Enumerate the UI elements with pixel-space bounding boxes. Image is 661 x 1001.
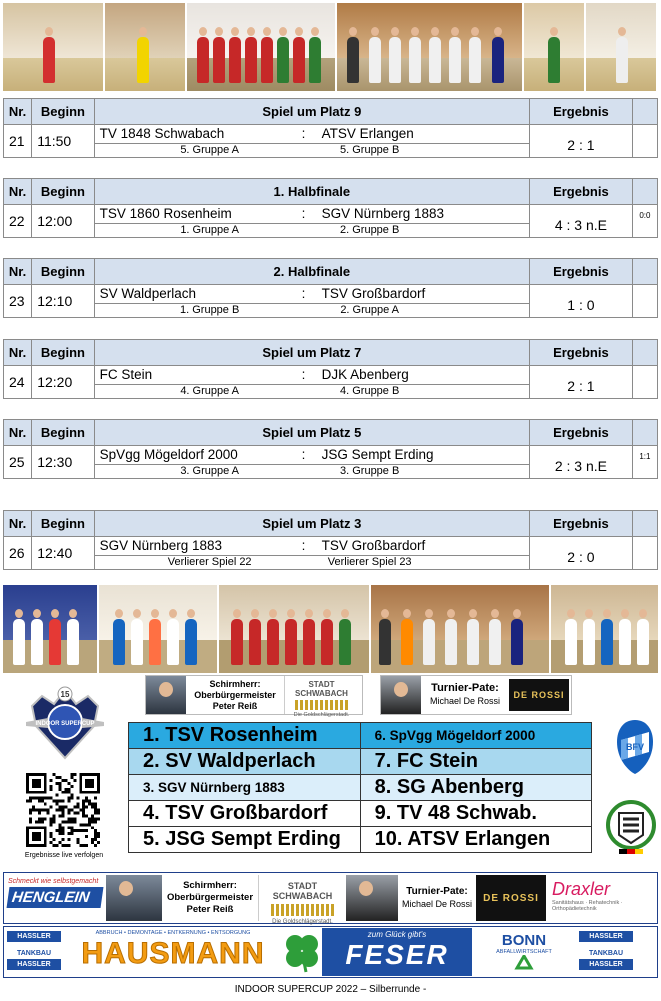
team-separator: : bbox=[301, 126, 306, 141]
mayor-portrait-2 bbox=[106, 875, 162, 921]
ranking-place: 1. TSV Rosenheim bbox=[129, 723, 361, 749]
team-separator: : bbox=[301, 367, 306, 382]
match-sources bbox=[94, 465, 529, 479]
round-title: Spiel um Platz 7 bbox=[94, 340, 529, 366]
team-home: TSV 1860 Rosenheim bbox=[99, 206, 232, 221]
source-away: 3. Gruppe B bbox=[340, 465, 400, 477]
match-result: 2 : 1 bbox=[530, 366, 633, 399]
match-time: 12:20 bbox=[32, 366, 94, 399]
mayor-name: Peter Reiß bbox=[212, 700, 258, 711]
match-result: 2 : 3 n.E bbox=[530, 446, 633, 479]
ranking-row bbox=[129, 801, 592, 827]
col-nr: Nr. bbox=[4, 99, 32, 125]
col-nr: Nr. bbox=[4, 259, 32, 285]
match-sources bbox=[94, 144, 529, 158]
photo-team-red-2 bbox=[219, 585, 369, 673]
ranking-place: 10. ATSV Erlangen bbox=[360, 827, 591, 853]
regular-time-score: 1:1 bbox=[632, 446, 657, 479]
ranking-place: 3. SGV Nürnberg 1883 bbox=[129, 775, 361, 801]
top-photo-strip bbox=[3, 3, 658, 91]
patron-mayor bbox=[145, 675, 363, 718]
match-sources bbox=[94, 385, 529, 399]
match-result: 2 : 1 bbox=[530, 125, 633, 158]
hassler-logo-left bbox=[4, 928, 64, 976]
henglein-logo bbox=[4, 874, 106, 922]
match-number: 25 bbox=[4, 446, 32, 479]
col-beginn: Beginn bbox=[32, 340, 94, 366]
team-away: TSV Großbardorf bbox=[321, 286, 426, 301]
team-away: SGV Nürnberg 1883 bbox=[321, 206, 444, 221]
match-teams bbox=[94, 366, 529, 385]
photo-player-white bbox=[586, 3, 656, 91]
crest-number: 15 bbox=[60, 690, 70, 699]
source-home: 1. Gruppe A bbox=[180, 224, 240, 236]
source-away: 5. Gruppe B bbox=[340, 144, 400, 156]
match-teams bbox=[94, 537, 529, 556]
mayor-portrait bbox=[146, 676, 186, 714]
match-number: 23 bbox=[4, 285, 32, 318]
ranking-place: 2. SV Waldperlach bbox=[129, 749, 361, 775]
source-home: Verlierer Spiel 22 bbox=[167, 556, 252, 568]
match-teams bbox=[94, 205, 529, 224]
draxler-sub: Sanitätshaus · Rehatechnik · Orthopädietechnik bbox=[552, 900, 623, 912]
team-separator: : bbox=[301, 286, 306, 301]
draxler-name: Draxler bbox=[552, 879, 611, 899]
source-away: 2. Gruppe B bbox=[340, 224, 400, 236]
source-away: 4. Gruppe B bbox=[340, 385, 400, 397]
recycle-icon bbox=[511, 955, 537, 971]
source-home: 4. Gruppe A bbox=[180, 385, 240, 397]
match-result: 4 : 3 n.E bbox=[530, 205, 633, 238]
hassler-name-left-2: HASSLER bbox=[7, 959, 61, 970]
bonn-name: BONN bbox=[501, 932, 547, 949]
mayor-title: Schirmherr: bbox=[209, 678, 261, 689]
match-time: 12:10 bbox=[32, 285, 94, 318]
bfv-logo-icon bbox=[615, 718, 655, 776]
hassler-name-left: HASSLER bbox=[7, 931, 61, 942]
photo-player-red bbox=[3, 3, 103, 91]
col-nr: Nr. bbox=[4, 340, 32, 366]
ranking-row bbox=[129, 723, 592, 749]
photo-goalkeeper bbox=[524, 3, 584, 91]
sponsor-band-bottom bbox=[3, 926, 658, 978]
col-beginn: Beginn bbox=[32, 179, 94, 205]
qr-caption: Ergebnisse live verfolgen bbox=[24, 852, 104, 859]
team-home: TV 1848 Schwabach bbox=[99, 126, 225, 141]
sponsor-title: Turnier-Pate: bbox=[431, 682, 499, 694]
team-photo-strip bbox=[3, 585, 658, 673]
patron-sponsor bbox=[380, 675, 572, 715]
photo-trophy bbox=[551, 585, 658, 673]
footer-title: INDOOR SUPERCUP 2022 – Silberrunde - bbox=[234, 984, 427, 995]
svg-text:BFV: BFV bbox=[626, 742, 644, 752]
clover-icon bbox=[282, 930, 322, 974]
round-title: 2. Halbfinale bbox=[94, 259, 529, 285]
ranking-place: 6. SpVgg Mögeldorf 2000 bbox=[360, 723, 591, 749]
regular-time-score bbox=[632, 285, 657, 318]
col-ergebnis: Ergebnis bbox=[530, 340, 633, 366]
de-rossi-logo-2: DE ROSSI bbox=[476, 875, 546, 921]
round-title: Spiel um Platz 9 bbox=[94, 99, 529, 125]
city-logo-icon-2 bbox=[271, 904, 334, 916]
round-title: Spiel um Platz 5 bbox=[94, 420, 529, 446]
col-ergebnis: Ergebnis bbox=[530, 420, 633, 446]
ranking-place: 7. FC Stein bbox=[360, 749, 591, 775]
match-table bbox=[3, 178, 658, 238]
regular-time-score bbox=[632, 125, 657, 158]
mayor-title-2: Schirmherr: bbox=[183, 880, 237, 891]
feser-logo bbox=[322, 928, 472, 976]
hausmann-logo bbox=[64, 928, 282, 976]
mayor-role-2: Oberbürgermeister bbox=[166, 892, 254, 903]
photo-team-blue bbox=[3, 585, 97, 673]
hausmann-name: HAUSMANN bbox=[81, 937, 265, 970]
team-away: TSV Großbardorf bbox=[321, 538, 426, 553]
round-title: 1. Halbfinale bbox=[94, 179, 529, 205]
hausmann-tagline: ABBRUCH • DEMONTAGE • ENTKERNUNG • ENTSORGUNG bbox=[95, 930, 251, 936]
match-number: 24 bbox=[4, 366, 32, 399]
qr-code-icon[interactable] bbox=[26, 773, 100, 847]
henglein-name: HENGLEIN bbox=[7, 887, 104, 908]
ranking-row bbox=[129, 749, 592, 775]
match-table bbox=[3, 258, 658, 318]
team-separator: : bbox=[301, 206, 306, 221]
match-teams bbox=[94, 446, 529, 465]
team-separator: : bbox=[301, 538, 306, 553]
final-ranking bbox=[128, 722, 592, 853]
draxler-logo bbox=[546, 875, 654, 921]
photo-team-celebration bbox=[99, 585, 217, 673]
match-time: 11:50 bbox=[32, 125, 94, 158]
col-ergebnis: Ergebnis bbox=[530, 259, 633, 285]
match-number: 26 bbox=[4, 537, 32, 570]
regular-time-score: 0:0 bbox=[632, 205, 657, 238]
match-table bbox=[3, 339, 658, 399]
ranking-place: 8. SG Abenberg bbox=[360, 775, 591, 801]
source-home: 3. Gruppe A bbox=[180, 465, 240, 477]
city-name: STADT SCHWABACH bbox=[295, 680, 348, 698]
col-beginn: Beginn bbox=[32, 259, 94, 285]
photo-team-white-2 bbox=[371, 585, 549, 673]
ranking-row bbox=[129, 775, 592, 801]
match-sources bbox=[94, 304, 529, 318]
match-number: 22 bbox=[4, 205, 32, 238]
col-nr: Nr. bbox=[4, 420, 32, 446]
source-away: Verlierer Spiel 23 bbox=[327, 556, 412, 568]
tankbau-right: TANKBAU bbox=[588, 950, 624, 957]
ranking-place: 9. TV 48 Schwab. bbox=[360, 801, 591, 827]
sponsor-name: Michael De Rossi bbox=[429, 696, 501, 706]
city-slogan-2: Die Goldschlägerstadt. bbox=[272, 919, 333, 925]
photo-team-red bbox=[187, 3, 335, 91]
de-rossi-logo: DE ROSSI bbox=[509, 679, 569, 711]
match-sources bbox=[94, 556, 529, 570]
feser-name: FESER bbox=[345, 939, 449, 970]
match-teams bbox=[94, 125, 529, 144]
col-beginn: Beginn bbox=[32, 420, 94, 446]
ranking-place: 5. JSG Sempt Erding bbox=[129, 827, 361, 853]
city-slogan: Die Goldschlägerstadt. bbox=[293, 712, 350, 718]
match-sources bbox=[94, 224, 529, 238]
hassler-name-right-2: HASSLER bbox=[579, 959, 633, 970]
match-time: 12:00 bbox=[32, 205, 94, 238]
source-home: 1. Gruppe B bbox=[180, 304, 240, 316]
ranking-row bbox=[129, 827, 592, 853]
match-teams bbox=[94, 285, 529, 304]
mayor-name-2: Peter Reiß bbox=[186, 904, 234, 915]
col-ergebnis: Ergebnis bbox=[530, 511, 633, 537]
col-nr: Nr. bbox=[4, 179, 32, 205]
crest-text: INDOOR SUPERCUP bbox=[35, 721, 95, 727]
col-beginn: Beginn bbox=[32, 511, 94, 537]
hassler-name-right: HASSLER bbox=[579, 931, 633, 942]
henglein-tagline: Schmeckt wie selbstgemacht bbox=[8, 878, 99, 885]
bonn-logo bbox=[472, 928, 576, 976]
source-away: 2. Gruppe A bbox=[340, 304, 400, 316]
tankbau-left: TANKBAU bbox=[16, 950, 52, 957]
match-result: 1 : 0 bbox=[530, 285, 633, 318]
match-time: 12:40 bbox=[32, 537, 94, 570]
regular-time-score bbox=[632, 366, 657, 399]
sponsor-title-2: Turnier-Pate: bbox=[406, 886, 468, 897]
team-away: DJK Abenberg bbox=[321, 367, 409, 382]
match-number: 21 bbox=[4, 125, 32, 158]
team-home: SpVgg Mögeldorf 2000 bbox=[99, 447, 238, 462]
match-result: 2 : 0 bbox=[530, 537, 633, 570]
col-nr: Nr. bbox=[4, 511, 32, 537]
team-away: ATSV Erlangen bbox=[321, 126, 414, 141]
dfb-logo-icon bbox=[605, 799, 657, 855]
source-home: 5. Gruppe A bbox=[180, 144, 240, 156]
regular-time-score bbox=[632, 537, 657, 570]
feser-tagline: zum Glück gibt's bbox=[367, 930, 427, 939]
indoor-supercup-crest-icon bbox=[24, 682, 106, 764]
mayor-role: Oberbürgermeister bbox=[194, 689, 276, 700]
match-time: 12:30 bbox=[32, 446, 94, 479]
sponsor-band-top bbox=[3, 872, 658, 924]
ranking-place: 4. TSV Großbardorf bbox=[129, 801, 361, 827]
team-away: JSG Sempt Erding bbox=[321, 447, 434, 462]
photo-player-yellow bbox=[105, 3, 185, 91]
sponsor-portrait-2 bbox=[346, 875, 398, 921]
city-name-2: STADT SCHWABACH bbox=[272, 881, 333, 901]
team-home: FC Stein bbox=[99, 367, 153, 382]
sponsor-portrait bbox=[381, 676, 421, 714]
team-separator: : bbox=[301, 447, 306, 462]
sponsor-name-2: Michael De Rossi bbox=[401, 899, 473, 909]
round-title: Spiel um Platz 3 bbox=[94, 511, 529, 537]
bonn-sub: ABFALLWIRTSCHAFT bbox=[496, 949, 552, 955]
hassler-logo-right bbox=[576, 928, 636, 976]
match-table bbox=[3, 419, 658, 479]
match-table bbox=[3, 98, 658, 158]
col-ergebnis: Ergebnis bbox=[530, 99, 633, 125]
city-logo-icon bbox=[295, 700, 348, 710]
match-table bbox=[3, 510, 658, 570]
col-beginn: Beginn bbox=[32, 99, 94, 125]
team-home: SV Waldperlach bbox=[99, 286, 196, 301]
photo-team-white bbox=[337, 3, 522, 91]
col-ergebnis: Ergebnis bbox=[530, 179, 633, 205]
team-home: SGV Nürnberg 1883 bbox=[99, 538, 222, 553]
